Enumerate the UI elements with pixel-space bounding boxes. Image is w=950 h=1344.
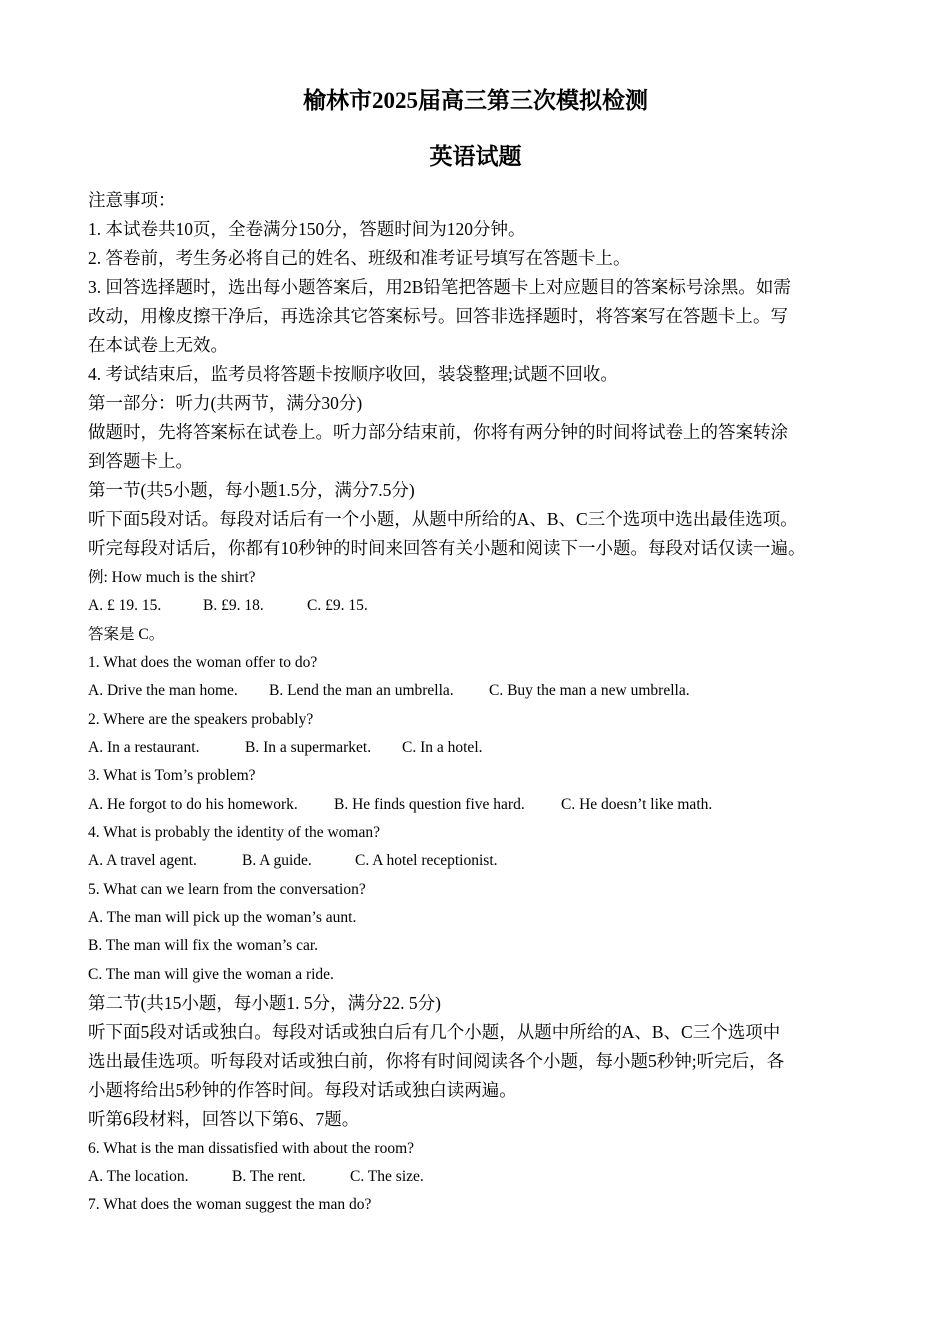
answer-option: A. The man will pick up the woman’s aunt.: [88, 909, 357, 926]
notice-item: 2. 答卷前，考生务必将自己的姓名、班级和准考证号填写在答题卡上。: [88, 248, 631, 268]
answer-option: A. Drive the man home.: [88, 682, 238, 699]
example-option: B. £9. 18.: [203, 597, 264, 614]
section1-heading: 第一节(共5小题，每小题1.5分，满分7.5分): [88, 480, 415, 500]
answer-option: C. In a hotel.: [402, 739, 483, 756]
section2-instruction: 听下面5段对话或独白。每段对话或独白后有几个小题，从题中所给的A、B、C三个选项中: [88, 1022, 781, 1042]
exam-subtitle: 英语试题: [429, 144, 522, 169]
answer-option: C. The man will give the woman a ride.: [88, 966, 334, 983]
question-text: 6. What is the man dissatisfied with about the room?: [88, 1140, 415, 1157]
answer-option: A. He forgot to do his homework.: [88, 796, 298, 813]
section1-instruction: 听完每段对话后，你都有10秒钟的时间来回答有关小题和阅读下一小题。每段对话仅读一遍。: [88, 538, 806, 558]
answer-option: C. A hotel receptionist.: [355, 852, 498, 869]
part1-heading: 第一部分：听力(共两节，满分30分): [88, 393, 363, 413]
answer-option: C. Buy the man a new umbrella.: [489, 682, 690, 699]
question-text: 7. What does the woman suggest the man do?: [88, 1196, 372, 1213]
notice-heading: 注意事项：: [88, 190, 176, 210]
answer-option: B. Lend the man an umbrella.: [269, 682, 454, 699]
notice-item: 改动，用橡皮擦干净后，再选涂其它答案标号。回答非选择题时，将答案写在答题卡上。写: [88, 306, 788, 326]
question-text: 3. What is Tom’s problem?: [88, 767, 256, 784]
answer-option: A. A travel agent.: [88, 852, 197, 869]
question-text: 5. What can we learn from the conversation?: [88, 881, 366, 898]
answer-option: B. He finds question five hard.: [334, 796, 525, 813]
example-question: 例: How much is the shirt?: [88, 569, 256, 586]
question-text: 2. Where are the speakers probably?: [88, 711, 314, 728]
notice-item: 在本试卷上无效。: [88, 335, 228, 355]
answer-option: B. In a supermarket.: [245, 739, 372, 756]
notice-item: 1. 本试卷共10页，全卷满分150分，答题时间为120分钟。: [88, 219, 526, 239]
answer-option: B. The rent.: [232, 1168, 306, 1185]
example-option: A. £ 19. 15.: [88, 597, 162, 614]
section2-instruction: 小题将给出5秒钟的作答时间。每段对话或独白读两遍。: [88, 1080, 517, 1100]
section2-heading: 第二节(共15小题，每小题1. 5分，满分22. 5分): [88, 993, 441, 1013]
example-option: C. £9. 15.: [307, 597, 368, 614]
answer-option: B. The man will fix the woman’s car.: [88, 937, 319, 954]
question-text: 1. What does the woman offer to do?: [88, 654, 318, 671]
notice-item: 3. 回答选择题时，选出每小题答案后，用2B铅笔把答题卡上对应题目的答案标号涂黑。如需: [88, 277, 791, 297]
answer-option: C. The size.: [350, 1168, 424, 1185]
question-text: 4. What is probably the identity of the woman?: [88, 824, 380, 841]
example-answer: 答案是 C。: [88, 626, 165, 643]
answer-option: B. A guide.: [242, 852, 312, 869]
part1-instruction: 做题时，先将答案标在试卷上。听力部分结束前，你将有两分钟的时间将试卷上的答案转涂: [88, 422, 788, 442]
exam-title: 榆林市2025届高三第三次模拟检测: [303, 88, 648, 113]
answer-option: C. He doesn’t like math.: [561, 796, 713, 813]
answer-option: A. In a restaurant.: [88, 739, 200, 756]
section1-instruction: 听下面5段对话。每段对话后有一个小题，从题中所给的A、B、C三个选项中选出最佳选项。: [88, 509, 798, 529]
answer-option: A. The location.: [88, 1168, 189, 1185]
material-heading: 听第6段材料，回答以下第6、7题。: [88, 1109, 360, 1129]
section2-instruction: 选出最佳选项。听每段对话或独白前，你将有时间阅读各个小题，每小题5秒钟;听完后，各: [88, 1051, 785, 1071]
notice-item: 4. 考试结束后，监考员将答题卡按顺序收回，装袋整理;试题不回收。: [88, 364, 618, 384]
part1-instruction: 到答题卡上。: [88, 451, 193, 471]
